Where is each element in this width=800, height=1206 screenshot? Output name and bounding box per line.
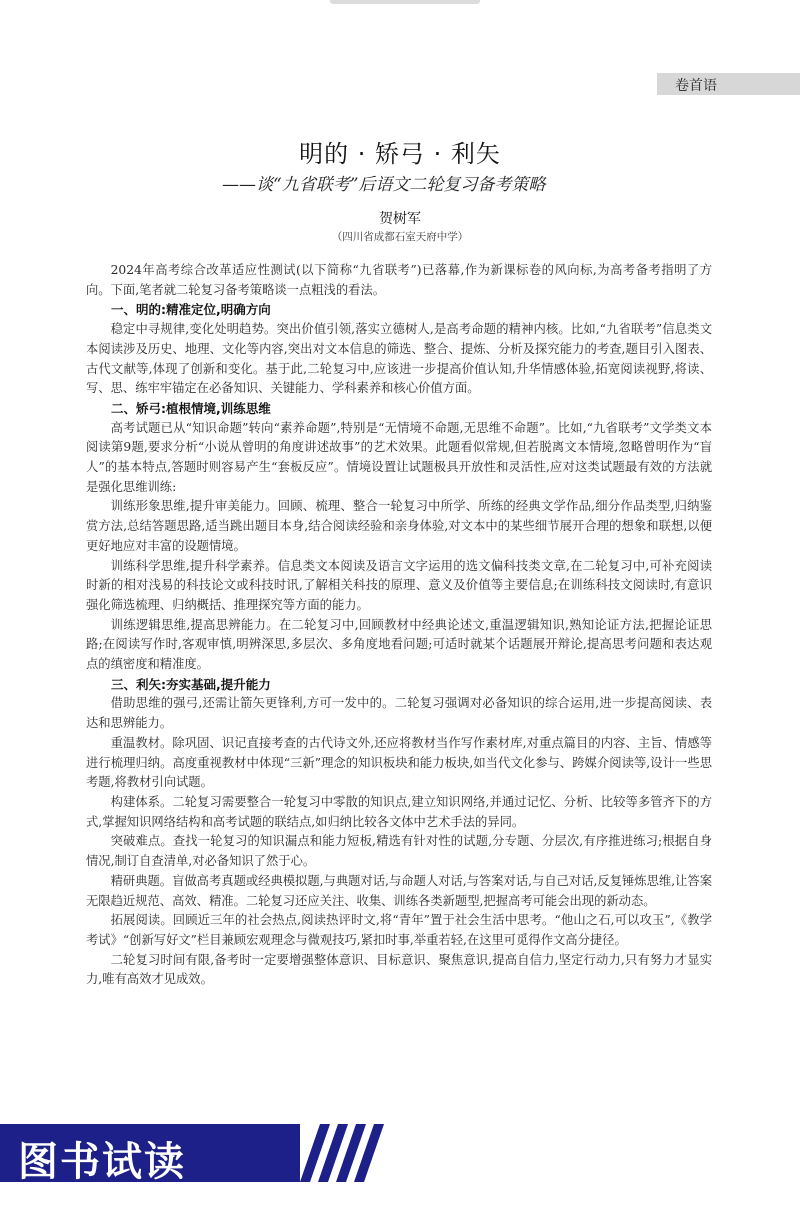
body-paragraph: 2024年高考综合改革适应性测试(以下简称“九省联考”)已落幕,作为新课标卷的风向标,为高考备考指明了方向。下面,笔者就二轮复习备考策略谈一点粗浅的看法。 [86,263,712,297]
body-paragraph: 构建体系。二轮复习需要整合一轮复习中零散的知识点,建立知识网络,并通过记忆、分析、比较等多管齐下的方式,掌握知识网络结构和高考试题的联结点,如归纳比较各文体中艺术手法的异同。 [86,794,712,829]
banner-stripes-decoration [290,1124,420,1182]
section-heading: 三、利矢:夯实基础,提升能力 [111,676,271,692]
body-paragraph: 二轮复习时间有限,备考时一定要增强整体意识、目标意识、聚焦意识,提高自信力,坚定行动力,只有努力才显实力,唯有高效才见成效。 [86,952,712,987]
body-paragraph: 训练逻辑思维,提高思辨能力。在二轮复习中,回顾教材中经典论述文,重温逻辑知识,熟知论证方法,把握论证思路;在阅读写作时,客观审慎,明辨深思,多层次、多角度地看问题;可适时就某个话题展开辩论,提高思考问题和表达观点的缜密度和精准度。 [86,617,712,672]
body-paragraph: 训练形象思维,提升审美能力。回顾、梳理、整合一轮复习中所学、所练的经典文学作品,细分作品类型,归纳鉴赏方法,总结答题思路,适当跳出题目本身,结合阅读经验和亲身体验,对文本中的某些细节展开合理的想象和联想,以便更好地应对丰富的设题情境。 [86,499,712,553]
author-affiliation: （四川省成都石室天府中学） [331,231,469,243]
section-label: 卷首语 [675,78,717,94]
banner-text: 图书试读 [18,1139,186,1185]
body-paragraph: 稳定中寻规律,变化处明趋势。突出价值引领,落实立德树人,是高考命题的精神内核。比如,“九省联考”信息类文本阅读涉及历史、地理、文化等内容,突出对文本信息的筛选、整合、提炼、分析及探究能力的考查,题目引入图表、古代文献等,体现了创新和变化。基于此,二轮复习中,应该进一步提高价值认知,升华情感体验,拓宽阅读视野,将读、写、思、练牢牢锚定在必备知识、关键能力、学科素养和核心价值方面。 [86,322,712,396]
body-paragraph: 突破难点。查找一轮复习的知识漏点和能力短板,精选有针对性的试题,分专题、分层次,有序推进练习;根据自身情况,制订自查清单,对必备知识了然于心。 [86,834,712,869]
top-edge-mark [330,0,480,4]
author-name: 贺树军 [379,211,421,227]
body-paragraph: 重温教材。除巩固、识记直接考查的古代诗文外,还应将教材当作写作素材库,对重点篇目的内容、主旨、情感等进行梳理归纳。高度重视教材中体现“三新”理念的知识板块和能力板块,如当代文化参与、跨媒介阅读等,设计一些思考题,将教材引向试题。 [86,735,712,790]
article-body [86,261,712,990]
section-heading: 一、明的:精准定位,明确方向 [111,302,271,318]
section-heading: 二、矫弓:植根情境,训练思维 [111,400,271,416]
section-tab [657,73,800,95]
body-paragraph: 训练科学思维,提升科学素养。信息类文本阅读及语言文字运用的选文偏科技类文章,在二轮复习中,可补充阅读时新的相对浅易的科技论文或科技时讯,了解相关科技的原理、意义及价值等主要信息;在训练科技文阅读时,有意识强化筛选梳理、归纳概括、推理探究等方面的能力。 [86,558,712,612]
body-paragraph: 精研典题。盲做高考真题或经典模拟题,与典题对话,与命题人对话,与答案对话,与自己对话,反复锤炼思维,让答案无限趋近规范、高效、精准。二轮复习还应关注、收集、训练各类新题型,把握高考可能会出现的新动态。 [86,873,713,908]
article-title: 明的 · 矫弓 · 利矢 [299,140,501,168]
trial-reading-banner [0,1124,300,1185]
article-subtitle: ——谈“九省联考”后语文二轮复习备考策略 [222,175,546,195]
body-paragraph: 借助思维的强弓,还需让箭矢更锋利,方可一发中的。二轮复习强调对必备知识的综合运用,进一步提高阅读、表达和思辨能力。 [86,696,712,731]
body-paragraph: 拓展阅读。回顾近三年的社会热点,阅读热评时文,将“青年”置于社会生活中思考。“他山之石,可以攻玉”,《教学考试》“创新写好文”栏目兼顾宏观理念与微观技巧,紧扣时事,举重若轻,在这里可觅得作文高分捷径。 [86,913,712,947]
body-paragraph: 高考试题已从“知识命题”转向“素养命题”,特别是“无情境不命题,无思维不命题”。比如,“九省联考”文学类文本阅读第9题,要求分析“小说从曾明的角度讲述故事”的艺术效果。此题看似常规,但若脱离文本情境,忽略曾明作为“盲人”的基本特点,答题时则容易产生“套板反应”。情境设置让试题极具开放性和灵活性,应对这类试题最有效的方法就是强化思维训练: [86,420,712,494]
